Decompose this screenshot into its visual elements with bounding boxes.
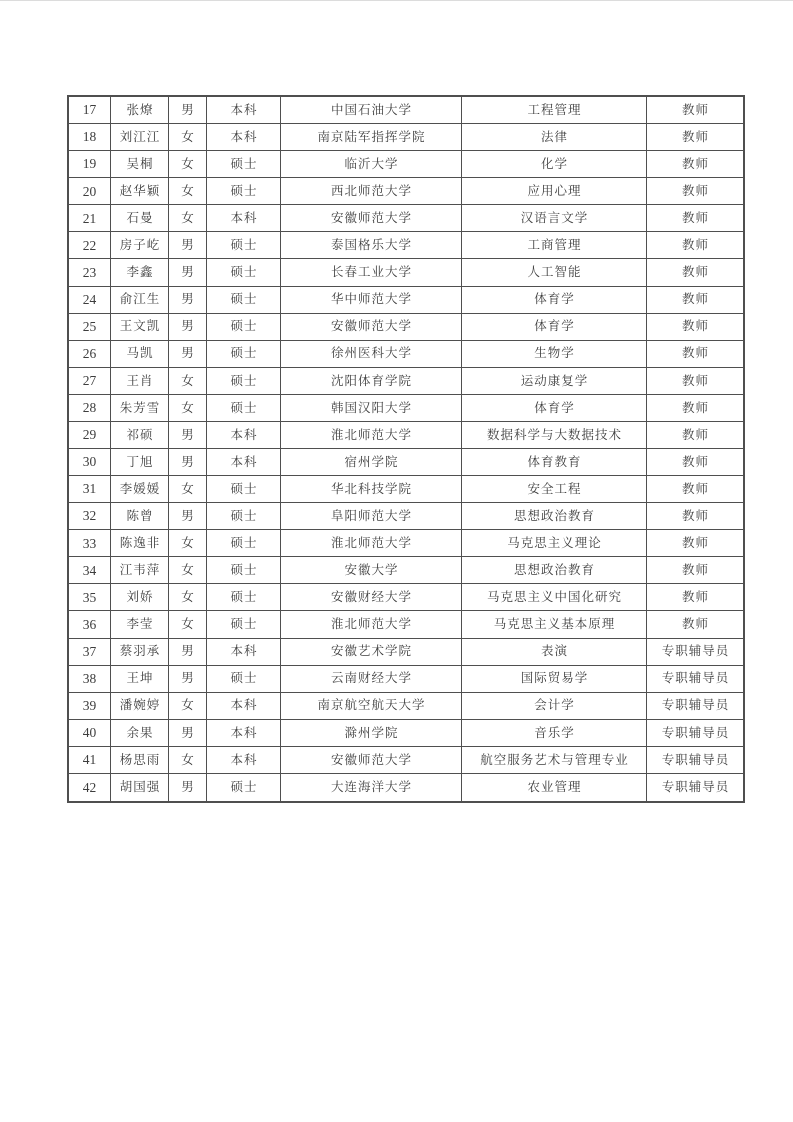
cell-position: 专职辅导员 [647,720,743,747]
cell-education: 硕士 [207,314,281,341]
cell-education: 硕士 [207,232,281,259]
cell-position: 教师 [647,287,743,314]
cell-position: 教师 [647,395,743,422]
cell-education: 硕士 [207,611,281,638]
cell-gender: 女 [169,476,207,503]
cell-name: 丁旭 [111,449,169,476]
cell-education: 硕士 [207,476,281,503]
cell-education: 本科 [207,639,281,666]
cell-serial-number: 18 [69,124,111,151]
cell-gender: 女 [169,368,207,395]
cell-major: 运动康复学 [462,368,647,395]
cell-name: 王坤 [111,666,169,693]
cell-major: 思想政治教育 [462,557,647,584]
cell-education: 本科 [207,205,281,232]
cell-serial-number: 28 [69,395,111,422]
cell-position: 教师 [647,259,743,286]
cell-serial-number: 42 [69,774,111,801]
cell-gender: 男 [169,97,207,124]
cell-name: 房子屹 [111,232,169,259]
cell-education: 硕士 [207,503,281,530]
cell-name: 王肖 [111,368,169,395]
cell-major: 体育学 [462,395,647,422]
cell-graduate-school: 云南财经大学 [281,666,462,693]
cell-gender: 女 [169,693,207,720]
personnel-table [67,95,745,803]
cell-position: 教师 [647,205,743,232]
cell-major: 思想政治教育 [462,503,647,530]
cell-serial-number: 41 [69,747,111,774]
cell-education: 硕士 [207,584,281,611]
cell-major: 生物学 [462,341,647,368]
cell-graduate-school: 安徽师范大学 [281,314,462,341]
cell-gender: 女 [169,747,207,774]
cell-serial-number: 25 [69,314,111,341]
cell-graduate-school: 阜阳师范大学 [281,503,462,530]
cell-serial-number: 33 [69,530,111,557]
cell-gender: 女 [169,124,207,151]
cell-graduate-school: 淮北师范大学 [281,611,462,638]
cell-gender: 男 [169,449,207,476]
cell-serial-number: 37 [69,639,111,666]
cell-gender: 女 [169,205,207,232]
page-top-edge [0,0,793,1]
cell-serial-number: 30 [69,449,111,476]
cell-graduate-school: 西北师范大学 [281,178,462,205]
cell-position: 教师 [647,124,743,151]
cell-graduate-school: 南京陆军指挥学院 [281,124,462,151]
cell-name: 江韦萍 [111,557,169,584]
cell-education: 本科 [207,693,281,720]
cell-position: 教师 [647,368,743,395]
cell-major: 法律 [462,124,647,151]
cell-name: 张燎 [111,97,169,124]
cell-graduate-school: 泰国格乐大学 [281,232,462,259]
cell-position: 教师 [647,449,743,476]
cell-graduate-school: 南京航空航天大学 [281,693,462,720]
cell-gender: 男 [169,314,207,341]
cell-position: 教师 [647,178,743,205]
cell-graduate-school: 安徽师范大学 [281,747,462,774]
cell-serial-number: 36 [69,611,111,638]
cell-gender: 男 [169,232,207,259]
cell-graduate-school: 安徽大学 [281,557,462,584]
cell-name: 王文凯 [111,314,169,341]
cell-major: 表演 [462,639,647,666]
cell-name: 李莹 [111,611,169,638]
cell-education: 本科 [207,449,281,476]
cell-education: 硕士 [207,368,281,395]
cell-serial-number: 23 [69,259,111,286]
cell-name: 马凯 [111,341,169,368]
cell-serial-number: 38 [69,666,111,693]
cell-name: 胡国强 [111,774,169,801]
cell-major: 国际贸易学 [462,666,647,693]
cell-education: 硕士 [207,530,281,557]
cell-education: 硕士 [207,395,281,422]
cell-gender: 男 [169,720,207,747]
cell-serial-number: 34 [69,557,111,584]
cell-graduate-school: 沈阳体育学院 [281,368,462,395]
cell-education: 硕士 [207,259,281,286]
cell-gender: 女 [169,178,207,205]
cell-major: 会计学 [462,693,647,720]
cell-position: 教师 [647,314,743,341]
cell-graduate-school: 滁州学院 [281,720,462,747]
cell-position: 教师 [647,341,743,368]
cell-education: 本科 [207,747,281,774]
cell-major: 农业管理 [462,774,647,801]
cell-education: 硕士 [207,178,281,205]
cell-graduate-school: 华中师范大学 [281,287,462,314]
cell-graduate-school: 中国石油大学 [281,97,462,124]
cell-education: 硕士 [207,341,281,368]
cell-education: 硕士 [207,557,281,584]
cell-graduate-school: 韩国汉阳大学 [281,395,462,422]
cell-gender: 女 [169,557,207,584]
cell-name: 祁硕 [111,422,169,449]
cell-major: 音乐学 [462,720,647,747]
cell-position: 专职辅导员 [647,693,743,720]
cell-position: 教师 [647,232,743,259]
cell-name: 李鑫 [111,259,169,286]
cell-major: 化学 [462,151,647,178]
cell-gender: 女 [169,584,207,611]
cell-position: 教师 [647,503,743,530]
cell-gender: 男 [169,639,207,666]
cell-graduate-school: 安徽财经大学 [281,584,462,611]
cell-name: 陈逸非 [111,530,169,557]
cell-position: 教师 [647,422,743,449]
cell-major: 工商管理 [462,232,647,259]
cell-education: 硕士 [207,774,281,801]
cell-major: 人工智能 [462,259,647,286]
cell-gender: 男 [169,287,207,314]
cell-position: 教师 [647,151,743,178]
cell-graduate-school: 大连海洋大学 [281,774,462,801]
cell-name: 陈曾 [111,503,169,530]
cell-name: 刘江江 [111,124,169,151]
cell-position: 教师 [647,97,743,124]
cell-position: 专职辅导员 [661,780,730,795]
cell-position: 教师 [647,530,743,557]
cell-graduate-school: 淮北师范大学 [281,530,462,557]
cell-major: 应用心理 [462,178,647,205]
cell-name: 俞江生 [111,287,169,314]
cell-gender: 男 [169,259,207,286]
cell-gender: 男 [169,422,207,449]
cell-major: 体育教育 [462,449,647,476]
cell-serial-number: 32 [69,503,111,530]
cell-position: 专职辅导员 [647,639,743,666]
cell-education: 硕士 [207,666,281,693]
cell-serial-number: 20 [69,178,111,205]
cell-position: 专职辅导员 [647,747,743,774]
cell-gender: 女 [169,395,207,422]
cell-major: 马克思主义中国化研究 [462,584,647,611]
cell-major: 安全工程 [462,476,647,503]
cell-name: 赵华颖 [111,178,169,205]
cell-gender: 男 [169,666,207,693]
cell-serial-number: 29 [69,422,111,449]
cell-education: 硕士 [207,151,281,178]
cell-serial-number: 35 [69,584,111,611]
cell-serial-number: 21 [69,205,111,232]
cell-name: 刘娇 [111,584,169,611]
cell-education: 本科 [207,422,281,449]
cell-major: 马克思主义基本原理 [462,611,647,638]
cell-graduate-school: 宿州学院 [281,449,462,476]
cell-serial-number: 39 [69,693,111,720]
cell-name: 余果 [111,720,169,747]
cell-serial-number: 26 [69,341,111,368]
cell-graduate-school: 临沂大学 [281,151,462,178]
cell-graduate-school: 华北科技学院 [281,476,462,503]
cell-graduate-school: 安徽艺术学院 [281,639,462,666]
cell-major: 航空服务艺术与管理专业 [462,747,647,774]
cell-gender: 女 [169,530,207,557]
cell-gender: 女 [169,611,207,638]
cell-position: 教师 [647,476,743,503]
cell-name: 吴桐 [111,151,169,178]
cell-education: 本科 [207,97,281,124]
cell-position: 教师 [647,584,743,611]
cell-position: 专职辅导员 [647,666,743,693]
cell-serial-number: 17 [69,97,111,124]
cell-position: 教师 [647,611,743,638]
cell-major: 汉语言文学 [462,205,647,232]
cell-name: 石曼 [111,205,169,232]
cell-serial-number: 27 [69,368,111,395]
cell-gender: 男 [169,341,207,368]
cell-graduate-school: 淮北师范大学 [281,422,462,449]
cell-major: 工程管理 [462,97,647,124]
cell-gender: 男 [169,503,207,530]
cell-major: 马克思主义理论 [462,530,647,557]
cell-name: 朱芳雪 [111,395,169,422]
cell-serial-number: 22 [69,232,111,259]
cell-gender: 男 [169,774,207,801]
cell-major: 体育学 [462,287,647,314]
cell-gender: 女 [169,151,207,178]
cell-serial-number: 31 [69,476,111,503]
cell-name: 杨思雨 [111,747,169,774]
cell-education: 本科 [207,124,281,151]
cell-graduate-school: 安徽师范大学 [281,205,462,232]
cell-name: 蔡羽承 [111,639,169,666]
cell-education: 本科 [207,720,281,747]
cell-major: 数据科学与大数据技术 [462,422,647,449]
cell-graduate-school: 徐州医科大学 [281,341,462,368]
cell-major: 体育学 [462,314,647,341]
cell-name: 潘婉婷 [111,693,169,720]
cell-graduate-school: 长春工业大学 [281,259,462,286]
cell-serial-number: 40 [69,720,111,747]
cell-name: 李媛媛 [111,476,169,503]
cell-education: 硕士 [207,287,281,314]
cell-serial-number: 19 [69,151,111,178]
cell-position: 教师 [647,557,743,584]
cell-serial-number: 24 [69,287,111,314]
